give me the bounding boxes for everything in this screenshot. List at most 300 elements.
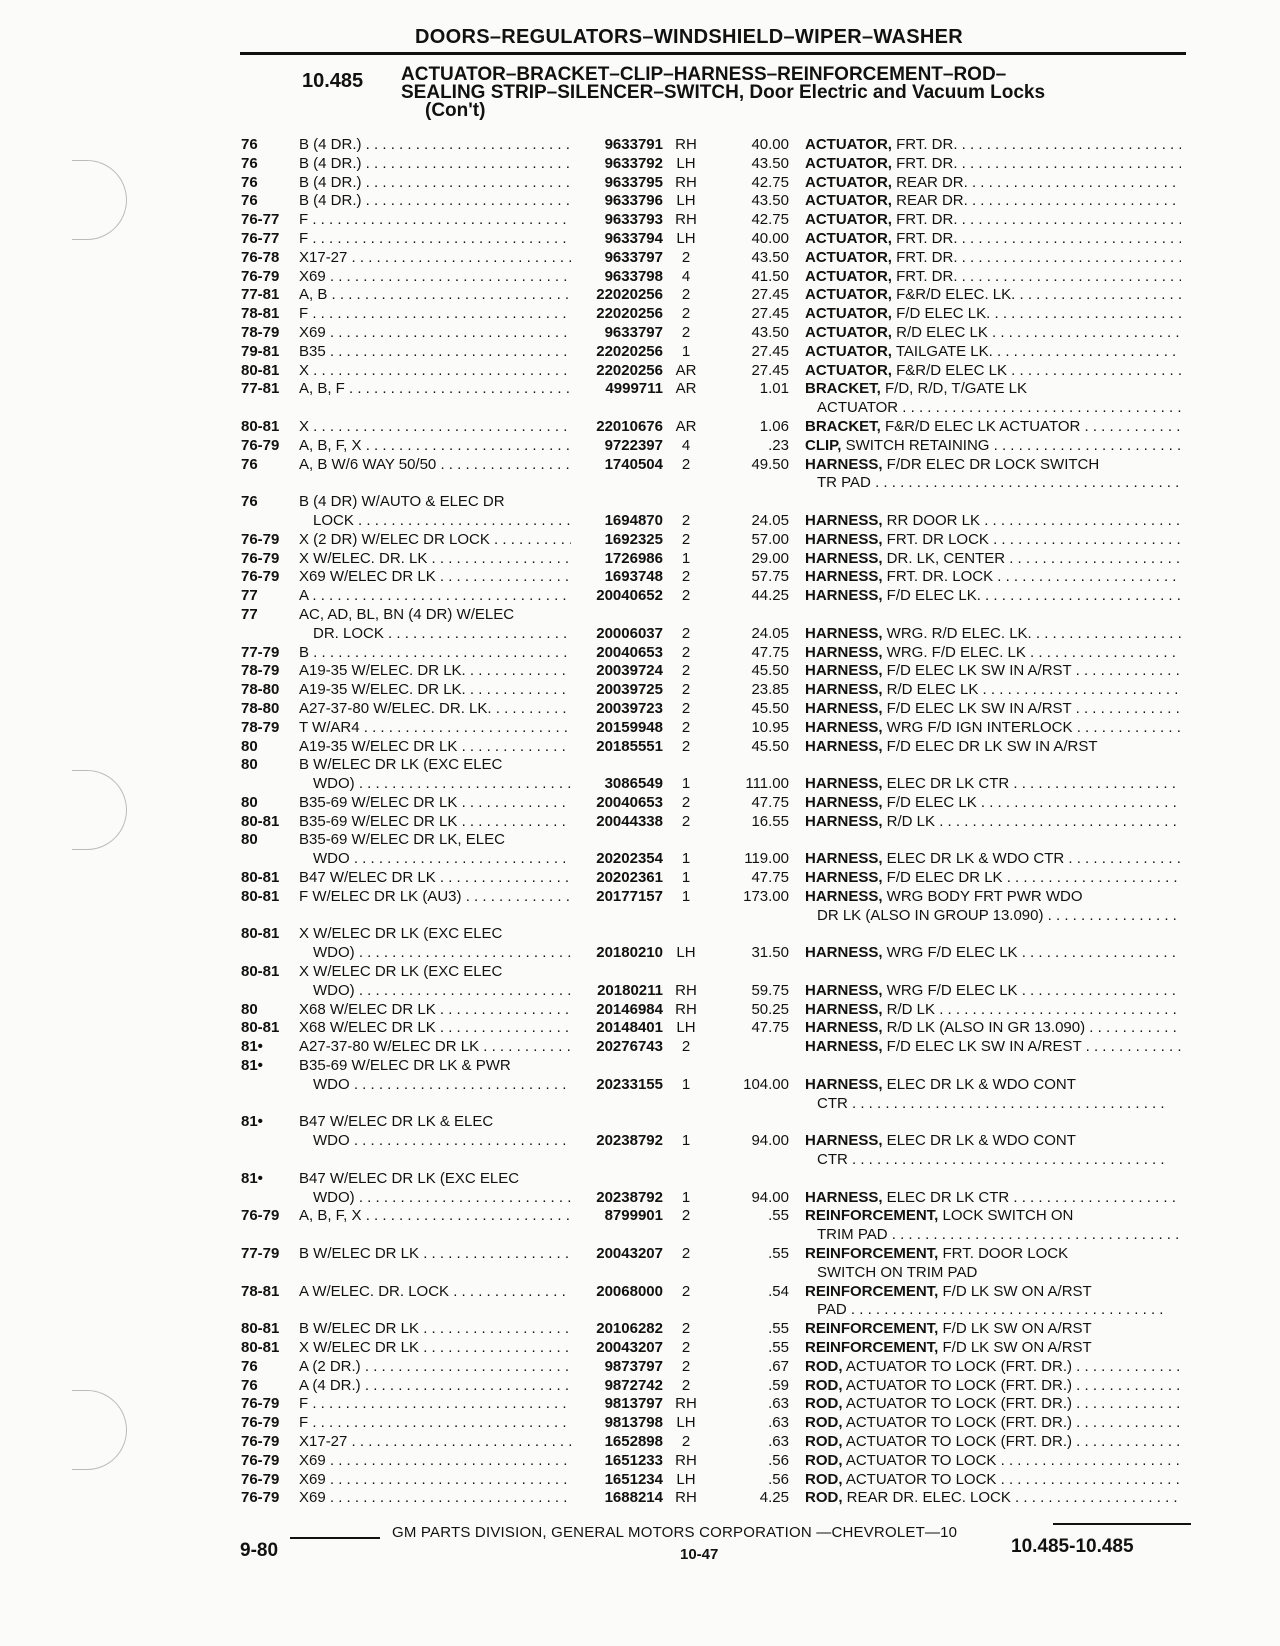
table-row — [241, 1189, 1191, 1208]
part-name: ACTUATOR, — [805, 342, 892, 360]
year-cell: 80-81 — [241, 963, 280, 981]
quantity-cell — [663, 1057, 709, 1076]
quantity-cell — [663, 1226, 709, 1245]
model-cell: X17-27 . . . — [299, 249, 571, 268]
year-cell: 79-81 — [241, 342, 280, 360]
part-name: ROD, — [805, 1451, 843, 1469]
table-row — [241, 982, 1191, 1001]
part-name: HARNESS, — [805, 455, 883, 473]
part-description: F/D ELEC LK — [882, 793, 977, 811]
group-title-line2 — [401, 84, 1045, 102]
part-description: F/D LK SW ON A/RST — [938, 1320, 1092, 1338]
price-cell: 47.75 — [751, 869, 789, 887]
quantity-cell: 1 — [681, 869, 691, 887]
price-cell — [709, 606, 805, 625]
quantity-cell — [663, 1151, 709, 1170]
price-cell: 27.45 — [751, 305, 789, 323]
model-cell: B W/ELEC DR LK (EXC ELEC — [299, 756, 503, 774]
part-name: HARNESS, — [805, 887, 883, 905]
quantity-cell: RH — [675, 1000, 697, 1018]
part-description: FRT. DR. — [891, 211, 958, 229]
table-row — [241, 925, 1191, 944]
year-cell: 76-79 — [241, 1207, 280, 1225]
table-row — [241, 1113, 1191, 1132]
year-cell: 76-79 — [241, 1432, 280, 1450]
model-cell — [299, 1151, 571, 1170]
model-cell: B (4 DR.) . . . — [299, 192, 571, 211]
price-cell: 43.50 — [751, 154, 789, 172]
part-number-cell: 20039724 — [596, 662, 663, 680]
year-cell: 76-79 — [241, 530, 280, 548]
description-cell — [805, 869, 1181, 888]
quantity-cell: 1 — [681, 887, 691, 905]
group-title-line2-bold: SEALING STRIP–SILENCER–SWITCH, — [401, 82, 745, 103]
part-description: R/D ELEC LK — [891, 323, 988, 341]
part-description: F/DR ELEC DR LOCK SWITCH — [882, 455, 1100, 473]
table-row — [241, 1095, 1191, 1114]
quantity-cell: 1 — [681, 1132, 691, 1150]
description-cell — [805, 888, 1181, 907]
year-cell: 78-79 — [241, 718, 280, 736]
part-number-cell: 9813798 — [604, 1414, 663, 1432]
year-cell: 76 — [241, 154, 258, 172]
price-cell: 16.55 — [751, 812, 789, 830]
model-cell: X . . . — [299, 418, 571, 437]
model-cell — [299, 1095, 571, 1114]
table-row — [241, 474, 1191, 493]
description-cell — [805, 192, 1181, 211]
model-cell: A, B W/6 WAY 50/50 . . . — [299, 456, 571, 475]
quantity-cell: 2 — [681, 662, 691, 680]
table-row — [241, 1283, 1191, 1302]
part-number-cell: 20043207 — [596, 1245, 663, 1263]
part-number-cell: 9633796 — [604, 192, 663, 210]
part-name: HARNESS, — [805, 1132, 883, 1150]
part-name: ACTUATOR, — [805, 323, 892, 341]
model-cell: WDO) . . . — [299, 775, 571, 794]
table-row — [241, 249, 1191, 268]
part-number-cell: 22020256 — [596, 305, 663, 323]
table-row — [241, 1452, 1191, 1471]
part-description: ACTUATOR TO LOCK — [842, 1451, 997, 1469]
price-cell: 24.05 — [751, 624, 789, 642]
part-description: WRG. F/D ELEC. LK — [882, 643, 1026, 661]
price-cell: .55 — [768, 1339, 789, 1356]
part-name: ACTUATOR, — [805, 361, 892, 379]
part-number-cell — [571, 925, 663, 944]
description-cell — [805, 493, 1181, 512]
price-cell: 27.45 — [751, 342, 789, 360]
price-cell: 104.00 — [743, 1075, 789, 1093]
part-number-cell: 1693748 — [604, 568, 663, 586]
price-cell: 31.50 — [751, 944, 789, 962]
quantity-cell: 1 — [681, 1075, 691, 1093]
table-row — [241, 568, 1191, 587]
part-number-cell: 1692325 — [604, 530, 663, 548]
description-cell — [805, 1339, 1181, 1358]
price-cell: 45.50 — [751, 699, 789, 717]
price-cell: 45.50 — [751, 737, 789, 755]
part-description: F/D ELEC LK SW IN A/RST — [882, 699, 1072, 717]
part-name: ACTUATOR, — [805, 305, 892, 323]
part-description: FRT. DOOR LOCK — [938, 1245, 1069, 1263]
part-description: ELEC DR LK & WDO CONT — [882, 1075, 1076, 1093]
part-number-cell: 20238792 — [596, 1188, 663, 1206]
part-name: ACTUATOR, — [805, 173, 892, 191]
quantity-cell: 1 — [681, 850, 691, 868]
quantity-cell: 2 — [681, 1320, 691, 1338]
price-cell: .67 — [768, 1357, 789, 1375]
part-description: F/D LK SW ON A/RST — [938, 1282, 1092, 1300]
part-number-cell — [571, 1113, 663, 1132]
part-name: HARNESS, — [805, 699, 883, 717]
model-cell: A, B, F, X . . . — [299, 1207, 571, 1226]
description-continuation: DR LK (ALSO IN GROUP 13.090) . . . — [805, 907, 1181, 926]
model-cell: B W/ELEC DR LK . . . — [299, 1245, 571, 1264]
year-cell — [241, 1151, 299, 1170]
price-cell: .55 — [768, 1207, 789, 1225]
part-number-cell: 1740504 — [604, 455, 663, 473]
quantity-cell — [663, 963, 709, 982]
year-cell: 76 — [241, 493, 258, 511]
price-cell: 45.50 — [751, 662, 789, 680]
description-cell — [805, 1170, 1181, 1189]
model-cell: X69 . . . — [299, 1471, 571, 1490]
description-cell — [805, 1452, 1181, 1471]
table-row — [241, 211, 1191, 230]
part-number-cell: 1652898 — [604, 1432, 663, 1450]
part-number-cell: 1651233 — [604, 1451, 663, 1469]
quantity-cell — [663, 1264, 709, 1283]
model-cell: WDO . . . — [299, 1132, 571, 1151]
year-cell: 80 — [241, 737, 258, 755]
part-name: ACTUATOR, — [805, 154, 892, 172]
price-cell: 27.45 — [751, 286, 789, 304]
description-cell — [805, 230, 1181, 249]
model-cell: B47 W/ELEC DR LK (EXC ELEC — [299, 1169, 520, 1187]
part-number-cell: 1651234 — [604, 1470, 663, 1488]
description-cell — [805, 531, 1181, 550]
description-continuation: CTR . . . — [805, 1095, 1181, 1114]
quantity-cell: RH — [675, 981, 697, 999]
description-cell — [805, 305, 1181, 324]
part-description: FRT. DR. — [891, 248, 958, 266]
part-number-cell — [571, 1264, 663, 1283]
table-row — [241, 1019, 1191, 1038]
part-description: TAILGATE LK. — [891, 342, 993, 360]
part-description: ACTUATOR TO LOCK (FRT. DR.) — [842, 1432, 1072, 1450]
part-description: REAR DR. ELEC. LOCK — [842, 1489, 1011, 1507]
model-cell: A27-37-80 W/ELEC. DR. LK. . . . — [299, 700, 571, 719]
footer-page-number: 10-47 — [680, 1546, 719, 1563]
year-cell: 81• — [241, 1038, 263, 1056]
year-cell: 80-81 — [241, 869, 280, 887]
price-cell: .55 — [768, 1245, 789, 1263]
year-cell — [241, 1301, 299, 1320]
part-description: F&R/D ELEC. LK. — [891, 286, 1016, 304]
description-continuation: ACTUATOR . . . — [805, 399, 1181, 418]
part-description: REAR DR. — [891, 173, 968, 191]
year-cell: 81• — [241, 1057, 263, 1075]
part-number-cell: 20185551 — [596, 737, 663, 755]
group-number: 10.485 — [302, 70, 364, 92]
description-cell — [805, 1471, 1181, 1490]
part-name: HARNESS, — [805, 662, 883, 680]
year-cell: 76-77 — [241, 229, 280, 247]
price-cell: 42.75 — [751, 173, 789, 191]
part-name: ROD, — [805, 1470, 843, 1488]
part-name: HARNESS, — [805, 850, 883, 868]
year-cell: 80-81 — [241, 361, 280, 379]
price-cell — [709, 399, 805, 418]
part-description: DR. LK, CENTER — [882, 549, 1006, 567]
part-description: R/D LK — [882, 812, 936, 830]
part-description: F/D, R/D, T/GATE LK — [880, 380, 1027, 398]
year-cell — [241, 1226, 299, 1245]
year-cell — [241, 1095, 299, 1114]
description-cell — [805, 1113, 1181, 1132]
model-cell: B (4 DR.) . . . — [299, 155, 571, 174]
part-number-cell — [571, 399, 663, 418]
table-row — [241, 625, 1191, 644]
part-description: ACTUATOR TO LOCK (FRT. DR.) — [842, 1414, 1072, 1432]
part-name: CLIP, — [805, 436, 842, 454]
price-cell: 23.85 — [751, 681, 789, 699]
description-cell — [805, 211, 1181, 230]
part-description: SWITCH RETAINING — [841, 436, 990, 454]
price-cell: 50.25 — [751, 1000, 789, 1018]
part-name: HARNESS, — [805, 1000, 883, 1018]
quantity-cell — [663, 1301, 709, 1320]
header-rule — [240, 52, 1186, 55]
part-description: ACTUATOR TO LOCK (FRT. DR.) — [842, 1376, 1072, 1394]
description-continuation: SWITCH ON TRIM PAD — [817, 1263, 978, 1281]
description-cell — [805, 324, 1181, 343]
price-cell: 40.00 — [751, 229, 789, 247]
description-cell — [805, 362, 1181, 381]
price-cell: .63 — [768, 1395, 789, 1413]
quantity-cell: 2 — [681, 643, 691, 661]
year-cell: 76-79 — [241, 568, 280, 586]
part-description: RR DOOR LK — [882, 511, 981, 529]
part-name: BRACKET, — [805, 417, 881, 435]
table-row — [241, 136, 1191, 155]
part-name: HARNESS, — [805, 1188, 883, 1206]
price-cell: 43.50 — [751, 192, 789, 210]
model-cell — [299, 1226, 571, 1245]
year-cell: 76-77 — [241, 211, 280, 229]
part-number-cell: 4999711 — [605, 380, 663, 398]
quantity-cell — [663, 1095, 709, 1114]
table-row — [241, 775, 1191, 794]
model-cell: X W/ELEC DR LK (EXC ELEC — [299, 963, 503, 981]
quantity-cell: RH — [675, 211, 697, 229]
part-name: HARNESS, — [805, 530, 883, 548]
price-cell: 29.00 — [751, 549, 789, 567]
description-cell — [805, 174, 1181, 193]
price-cell — [709, 925, 805, 944]
part-name: HARNESS, — [805, 944, 883, 962]
description-continuation: TRIM PAD . . . — [805, 1226, 1181, 1245]
table-row — [241, 1057, 1191, 1076]
price-cell: 10.95 — [751, 718, 789, 736]
model-cell: B35-69 W/ELEC DR LK, ELEC — [299, 831, 505, 849]
part-name: HARNESS, — [805, 1075, 883, 1093]
quantity-cell — [663, 474, 709, 493]
table-row — [241, 681, 1191, 700]
price-cell: 24.05 — [751, 511, 789, 529]
quantity-cell: 1 — [681, 1188, 691, 1206]
quantity-cell — [663, 606, 709, 625]
table-row — [241, 174, 1191, 193]
part-number-cell: 9633793 — [604, 211, 663, 229]
model-cell: A, B, F . . . — [299, 380, 571, 399]
model-cell: X (2 DR) W/ELEC DR LOCK . . . — [299, 531, 571, 550]
table-row — [241, 1471, 1191, 1490]
description-cell — [805, 813, 1181, 832]
model-cell: A (4 DR.) . . . — [299, 1377, 571, 1396]
description-cell — [805, 700, 1181, 719]
quantity-cell: LH — [676, 192, 696, 210]
price-cell: 4.25 — [759, 1489, 789, 1507]
part-description: ELEC DR LK & WDO CTR — [882, 850, 1065, 868]
price-cell: 43.50 — [751, 323, 789, 341]
model-cell: F . . . — [299, 1395, 571, 1414]
group-title — [401, 66, 1045, 120]
price-cell: 173.00 — [743, 887, 789, 905]
model-cell: B W/ELEC DR LK . . . — [299, 1320, 571, 1339]
quantity-cell: LH — [676, 944, 696, 962]
model-cell: WDO . . . — [299, 1076, 571, 1095]
quantity-cell: 2 — [681, 681, 691, 699]
part-description: FRT. DR. LOCK — [882, 568, 994, 586]
year-cell — [241, 474, 299, 493]
part-number-cell: 20039723 — [596, 699, 663, 717]
year-cell: 80-81 — [241, 812, 280, 830]
model-cell: X68 W/ELEC DR LK . . . — [299, 1019, 571, 1038]
description-cell — [805, 268, 1181, 287]
description-cell — [805, 1189, 1181, 1208]
table-row — [241, 1207, 1191, 1226]
year-cell: 80-81 — [241, 925, 280, 943]
year-cell: 80-81 — [241, 887, 280, 905]
description-cell — [805, 286, 1181, 305]
price-cell — [709, 1301, 805, 1320]
description-cell — [805, 1377, 1181, 1396]
part-number-cell: 22020256 — [596, 361, 663, 379]
part-number-cell: 1726986 — [604, 549, 663, 567]
price-cell — [709, 831, 805, 850]
part-name: HARNESS, — [805, 624, 883, 642]
description-cell — [805, 380, 1181, 399]
quantity-cell: 2 — [681, 1432, 691, 1450]
quantity-cell: 2 — [681, 1339, 691, 1356]
part-name: BRACKET, — [805, 380, 881, 398]
model-cell: X69 W/ELEC DR LK . . . — [299, 568, 571, 587]
quantity-cell — [663, 1170, 709, 1189]
description-cell — [805, 1283, 1181, 1302]
part-number-cell: 20238792 — [596, 1132, 663, 1150]
year-cell — [241, 982, 299, 1001]
description-cell — [805, 775, 1181, 794]
description-cell — [805, 1132, 1181, 1151]
table-row — [241, 268, 1191, 287]
part-number-cell — [571, 1170, 663, 1189]
year-cell: 81• — [241, 1113, 263, 1131]
quantity-cell — [663, 399, 709, 418]
part-number-cell: 20180211 — [597, 981, 663, 999]
part-number-cell: 20202361 — [596, 869, 663, 887]
year-cell: 76 — [241, 173, 258, 191]
part-number-cell: 9633791 — [604, 136, 663, 153]
part-description: F&R/D ELEC LK ACTUATOR — [880, 417, 1081, 435]
quantity-cell: 2 — [681, 248, 691, 266]
part-description: WRG F/D IGN INTERLOCK — [882, 718, 1073, 736]
part-number-cell — [571, 831, 663, 850]
table-row — [241, 662, 1191, 681]
table-row — [241, 512, 1191, 531]
table-row — [241, 380, 1191, 399]
year-cell: 80 — [241, 831, 258, 849]
quantity-cell: AR — [675, 417, 697, 435]
quantity-cell: LH — [676, 1019, 696, 1037]
price-cell: 59.75 — [751, 981, 789, 999]
part-description: F/D LK SW ON A/RST — [938, 1339, 1092, 1356]
model-cell — [299, 1301, 571, 1320]
year-cell: 77 — [241, 605, 258, 623]
table-row — [241, 719, 1191, 738]
price-cell — [709, 493, 805, 512]
part-name: HARNESS, — [805, 681, 883, 699]
year-cell: 76-79 — [241, 1470, 280, 1488]
part-number-cell — [571, 1226, 663, 1245]
part-number-cell: 9813797 — [604, 1395, 663, 1413]
model-cell: WDO) . . . — [299, 1189, 571, 1208]
model-cell: B (4 DR) W/AUTO & ELEC DR — [299, 493, 505, 511]
part-number-cell: 20159948 — [596, 718, 663, 736]
year-cell — [241, 850, 299, 869]
table-row — [241, 1414, 1191, 1433]
table-row — [241, 155, 1191, 174]
description-cell — [805, 606, 1181, 625]
description-cell — [805, 1076, 1181, 1095]
quantity-cell: 2 — [681, 587, 691, 605]
description-cell — [805, 1057, 1181, 1076]
year-cell: 76-79 — [241, 1395, 280, 1413]
price-cell: 94.00 — [751, 1188, 789, 1206]
table-row — [241, 1489, 1191, 1508]
part-name: HARNESS, — [805, 1019, 883, 1037]
part-description: FRT. DR. — [891, 267, 958, 285]
part-number-cell — [571, 963, 663, 982]
year-cell: 78-81 — [241, 305, 280, 323]
part-name: HARNESS, — [805, 643, 883, 661]
price-cell — [709, 474, 805, 493]
description-cell — [805, 644, 1181, 663]
table-row — [241, 1320, 1191, 1339]
model-cell: X W/ELEC DR LK . . . — [299, 1339, 571, 1358]
quantity-cell: 2 — [681, 699, 691, 717]
model-cell: F . . . — [299, 1414, 571, 1433]
description-cell — [805, 982, 1181, 1001]
part-number-cell: 22020256 — [596, 342, 663, 360]
part-description: F/D ELEC DR LK — [882, 869, 1003, 887]
description-cell — [805, 738, 1181, 757]
description-cell — [805, 1414, 1181, 1433]
description-cell — [805, 756, 1181, 775]
quantity-cell: 2 — [681, 286, 691, 304]
model-cell: F . . . — [299, 305, 571, 324]
